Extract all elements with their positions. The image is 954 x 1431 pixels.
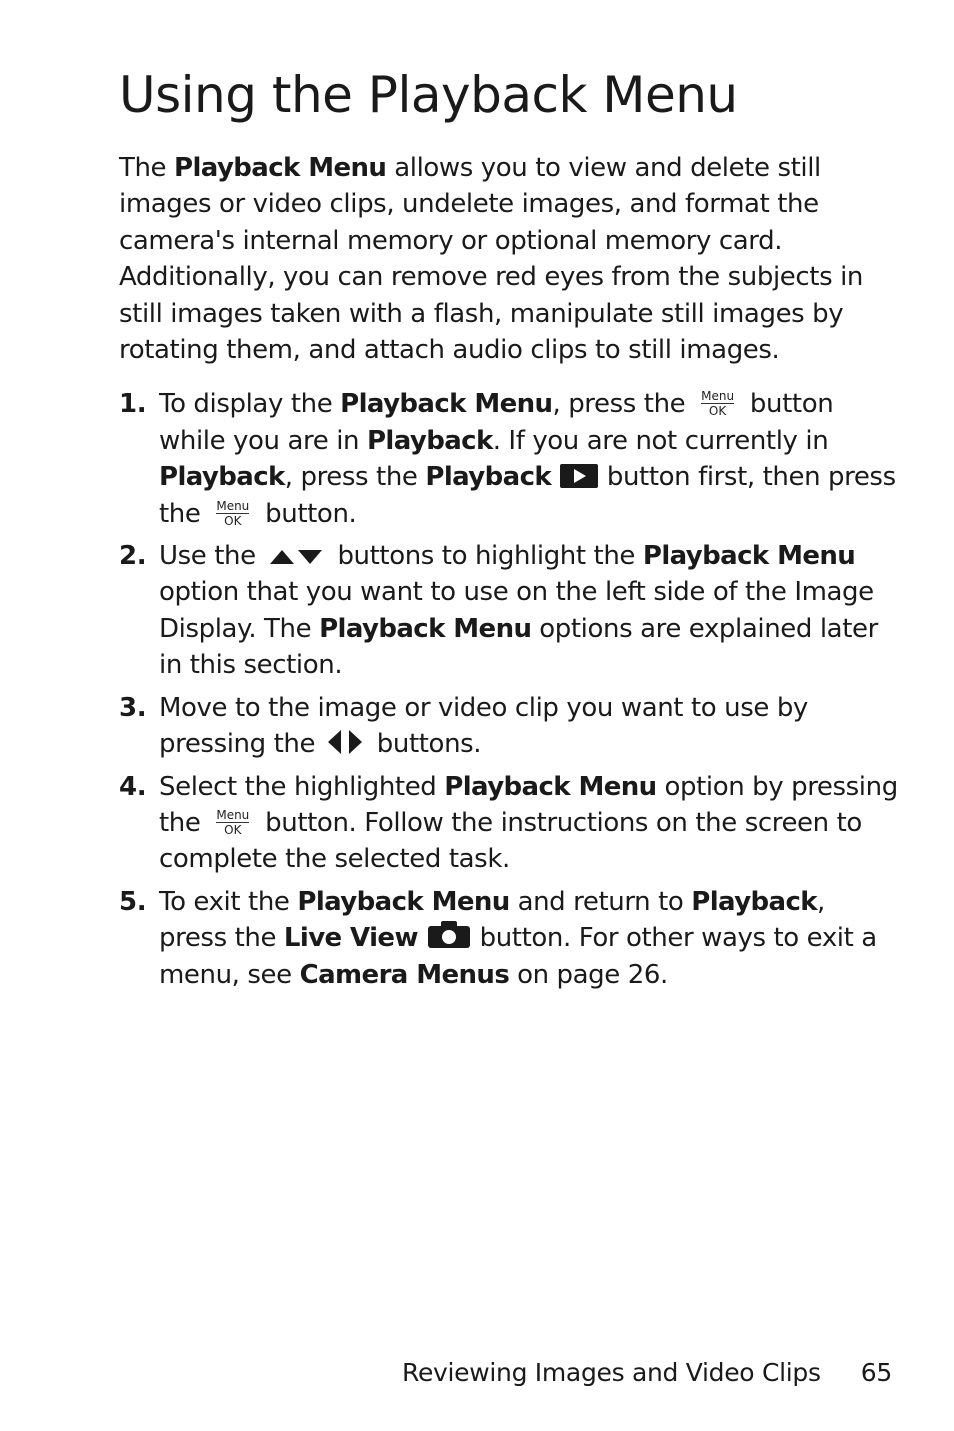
step-number: 5. xyxy=(119,886,147,917)
menu-ok-icon: Menu OK xyxy=(701,389,735,419)
step-number: 4. xyxy=(119,771,147,802)
steps-list xyxy=(119,386,899,993)
main-content xyxy=(119,150,899,999)
page-number: 65 xyxy=(860,1358,892,1387)
playback-icon xyxy=(559,463,599,489)
footer-section-title: Reviewing Images and Video Clips xyxy=(402,1358,821,1387)
step-4: 4. Select the highlighted Playback Menu option by pressing the Menu OK button. Follow the instructions on the screen to complete the selected task. xyxy=(119,769,899,878)
up-down-arrows-icon xyxy=(264,546,330,568)
step-number: 1. xyxy=(119,389,147,420)
step-number: 2. xyxy=(119,541,147,572)
step-3: 3. Move to the image or video clip you want to use by pressing the buttons. xyxy=(119,690,899,763)
menu-ok-icon: Menu OK xyxy=(216,498,250,528)
step-2: 2. Use the buttons to highlight the Playback Menu option that you want to use on the left side of the Image Display. The Playback Menu options are explained later in this section. xyxy=(119,538,899,684)
step-5: 5. To exit the Playback Menu and return to Playback, press the Live View button. For other ways to exit a menu, see Camera Menus on page 26. xyxy=(119,884,899,993)
step-1: 1. To display the Playback Menu, press the Menu OK button while you are in Playback. If you are not currently in Playback, press the Playback button first, then press the Menu OK button. xyxy=(119,386,899,532)
page-title: Using the Playback Menu xyxy=(119,66,738,124)
step-number: 3. xyxy=(119,692,147,723)
left-right-arrows-icon xyxy=(323,728,369,756)
menu-ok-icon: Menu OK xyxy=(216,807,250,837)
intro-paragraph: The Playback Menu allows you to view and delete still images or video clips, undelete images, and format the camera's internal memory or optional memory card. Additionally, you can remove red eyes from the subjects in still images taken with a flash, manipulate still images by rotating them, and attach audio clips to still images. xyxy=(119,153,863,366)
camera-icon xyxy=(426,920,472,950)
